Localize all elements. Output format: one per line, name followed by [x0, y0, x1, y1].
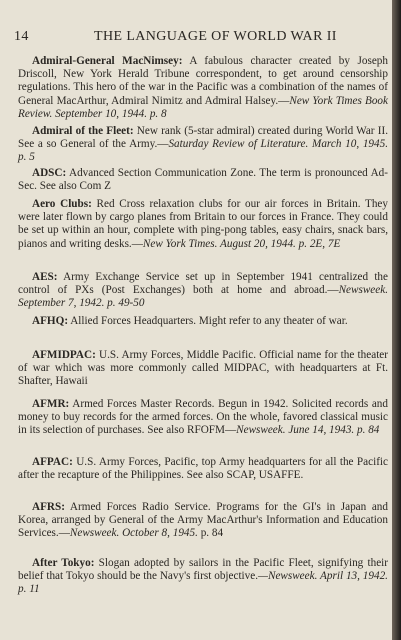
entry-definition: Advanced Section Communication Zone. The term is pronounced Ad-Sec. See also Com Z	[18, 167, 388, 193]
glossary-entry	[18, 198, 388, 251]
entry-term: AES:	[32, 271, 58, 283]
entry-source: Newsweek. June 14, 1943. p. 84	[236, 424, 380, 437]
glossary-entry	[18, 55, 388, 121]
entry-term: AFRS:	[32, 501, 65, 513]
glossary-entry	[18, 271, 388, 311]
glossary-entry	[18, 349, 388, 389]
entry-term: AFHQ:	[32, 315, 69, 327]
entry-source: Newsweek. September 7, 1942. p. 49-50	[18, 284, 388, 310]
page-edge-shadow	[392, 0, 401, 640]
entry-definition: Armed Forces Master Records. Begun in 1942. Solicited records and money to buy records for the armed forces. On the whole, favored classical music in its selection of purchases. See also RFOFM—	[18, 398, 388, 437]
entry-source: Newsweek. October 8, 1945.	[69, 527, 198, 540]
entry-definition: Red Cross relaxation clubs for our air forces in Britain. They were later flown by cargo planes from Britain to our forces in France. They could be set up within an hour, complete with ping-pong tables, easy chairs, snack bars, pianos and writing desks.—	[18, 198, 388, 250]
page-number: 14	[14, 29, 29, 44]
entry-term: Aero Clubs:	[32, 198, 92, 210]
entry-term: AFPAC:	[32, 456, 73, 468]
entry-term: After Tokyo:	[32, 557, 95, 569]
entry-source: New York Times. August 20, 1944. p. 2E, 7E	[142, 237, 341, 250]
glossary-entry	[18, 398, 388, 438]
entry-source: —Newsweek. April 13, 1942. p. 11	[18, 570, 388, 596]
glossary-entry	[18, 315, 388, 328]
entry-term: ADSC:	[32, 167, 67, 179]
entry-term: AFMR:	[32, 398, 70, 410]
glossary-entry	[18, 557, 388, 597]
entry-definition: Slogan adopted by sailors in the Pacific Fleet, signifying their belief that Tokyo should be the Navy's first objective.	[18, 557, 388, 583]
entry-term: Admiral of the Fleet:	[32, 125, 134, 137]
entry-term: Admiral-General MacNimsey:	[32, 55, 183, 67]
entry-definition: A fabulous character created by Joseph Driscoll, New York Herald Tribune correspondent, to get around censorship regulations. This hero of the war in the Pacific was a combination of the names of General MacArthur, Admiral Nimitz and Admiral Halsey.—	[18, 55, 388, 107]
running-title: THE LANGUAGE OF WORLD WAR II	[94, 29, 337, 44]
entry-definition: Army Exchange Service set up in September 1941 centralized the control of PXs (Post Exchanges) both at home and abroad.—	[18, 271, 388, 297]
entry-definition: Allied Forces Headquarters. Might refer to any theater of war.	[68, 315, 348, 327]
entry-term: AFMIDPAC:	[32, 349, 96, 361]
glossary-entry	[18, 125, 388, 165]
glossary-entry	[18, 501, 388, 541]
entry-trailing: p. 84	[197, 527, 224, 540]
glossary-entry	[18, 456, 388, 482]
entry-definition: U.S. Army Forces, Middle Pacific. Official name for the theater of war which was more commonly called MIDPAC, with headquarters at Ft. Shafter, Hawaii	[18, 349, 388, 388]
entry-definition: New rank (5-star admiral) created during World War II. See a so General of the Army.—	[18, 125, 388, 151]
entry-source: Saturday Review of Literature. March 10, 1945. p. 5	[18, 138, 388, 164]
glossary-entry	[18, 167, 388, 193]
entry-source: New York Times Book Review. September 10, 1944. p. 8	[18, 94, 388, 120]
entry-definition: U.S. Army Forces, Pacific, top Army headquarters for all the Pacific after the recapture of the Philippines. See also SCAP, USAFFE.	[18, 456, 388, 482]
entry-definition: Armed Forces Radio Service. Programs for the GI's in Japan and Korea, arranged by General of the Army MacArthur's Information and Education Services.—	[18, 501, 388, 540]
running-header	[14, 29, 380, 45]
